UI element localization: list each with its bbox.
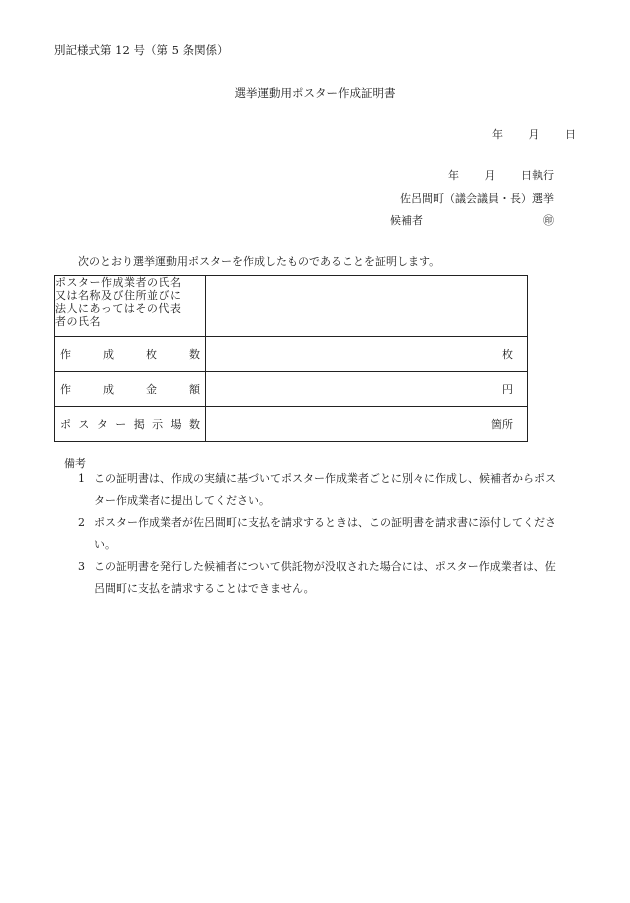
candidate-label: 候補者 (390, 214, 423, 227)
date-day: 日 (565, 128, 576, 141)
exec-day: 日執行 (521, 169, 554, 182)
table-row-amount (55, 372, 528, 407)
table-row-count (55, 337, 528, 372)
certification-statement: 次のとおり選挙運動用ポスターを作成したものであることを証明します。 (78, 255, 441, 268)
certificate-table (54, 275, 528, 442)
amount-value[interactable] (206, 372, 528, 407)
exec-year: 年 (448, 169, 459, 182)
count-label: 作 成 枚 数 (55, 337, 206, 372)
note-item-1: 1 この証明書は、作成の実績に基づいてポスター作成業者ごとに別々に作成し、候補者からポス ター作成業者に提出してください。 (78, 472, 556, 507)
date-month: 月 (528, 128, 540, 141)
notes-heading: 備考 (64, 457, 86, 470)
amount-label: 作 成 金 額 (55, 372, 206, 407)
amount-unit: 円 (502, 383, 513, 396)
seal-mark: ㊞ (543, 214, 554, 227)
note-item-3: 3 この証明書を発行した候補者について供託物が没収された場合には、ポスター作成業者は、佐 呂間町に支払を請求することはできません。 (78, 560, 556, 595)
election-date (448, 167, 554, 183)
places-label: ポ ス タ ー 掲 示 場 数 (55, 407, 206, 442)
places-value[interactable] (206, 407, 528, 442)
contractor-value[interactable] (206, 276, 528, 337)
exec-month: 月 (484, 169, 496, 182)
candidate-line (390, 212, 554, 228)
date-year: 年 (492, 128, 503, 141)
count-value[interactable] (206, 337, 528, 372)
count-unit: 枚 (502, 348, 513, 361)
table-row-contractor (55, 276, 528, 337)
form-number: 別記様式第 12 号（第 5 条関係） (54, 43, 229, 57)
contractor-label: ポスター作成業者の氏名 又は名称及び住所並びに 法人にあってはその代表 者の氏名 (55, 276, 206, 337)
table-row-places (55, 407, 528, 442)
places-unit: 箇所 (491, 418, 513, 431)
note-item-2: 2 ポスター作成業者が佐呂間町に支払を請求するときは、この証明書を請求書に添付してくださ い。 (78, 516, 556, 551)
election-name: 佐呂間町（議会議員・長）選挙 (400, 192, 554, 205)
document-title: 選挙運動用ポスター作成証明書 (234, 86, 396, 100)
document-date (492, 126, 576, 142)
